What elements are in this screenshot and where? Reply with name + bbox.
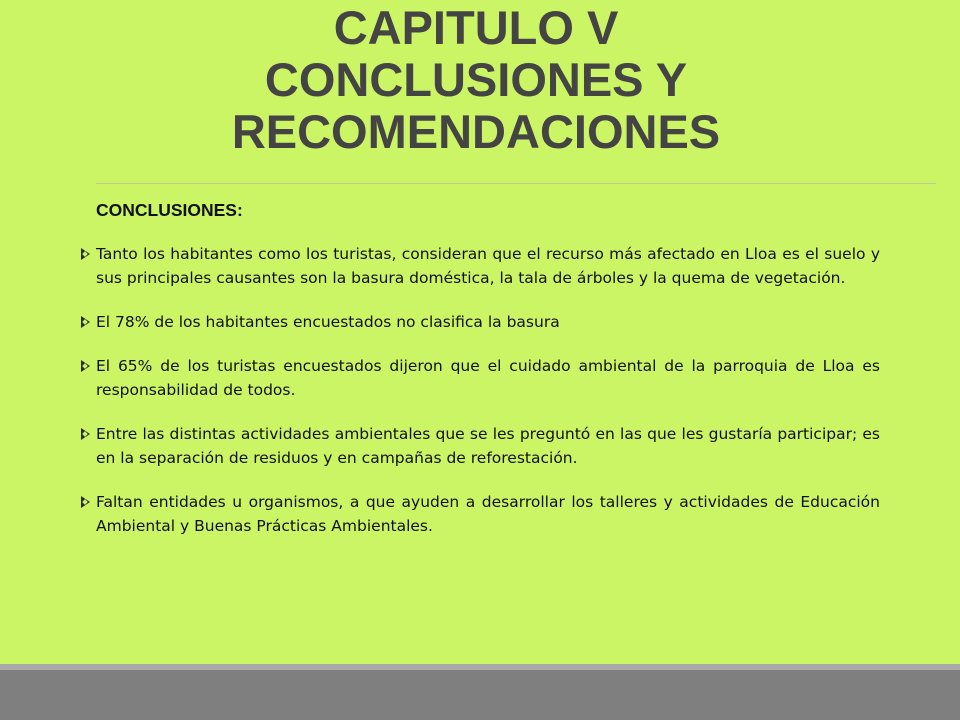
bullet-text: El 65% de los turistas encuestados dijeron que el cuidado ambiental de la parroquia de Lloa es responsabilidad de todos.	[96, 357, 880, 399]
slide-title	[0, 0, 960, 158]
bullet-text: Tanto los habitantes como los turistas, consideran que el recurso más afectado en Lloa es el suelo y sus principales causantes son la basura doméstica, la tala de árboles y la quema de vegetación.	[96, 245, 880, 287]
title-divider	[96, 183, 936, 184]
list-item	[96, 422, 880, 470]
list-item	[96, 310, 880, 334]
list-item	[96, 242, 880, 290]
title-line-chapter: CAPITULO V	[333, 1, 619, 54]
list-item	[96, 490, 880, 538]
conclusions-list	[96, 242, 880, 558]
list-item	[96, 354, 880, 402]
arrow-bullet-icon	[81, 428, 90, 440]
arrow-bullet-icon	[81, 360, 90, 372]
bullet-text: El 78% de los habitantes encuestados no clasifica la basura	[96, 313, 560, 331]
arrow-bullet-icon	[81, 496, 90, 508]
title-line-recommendations: RECOMENDACIONES	[231, 105, 721, 158]
bullet-text: Entre las distintas actividades ambientales que se les preguntó en las que les gustaría participar; es en la separación de residuos y en campañas de reforestación.	[96, 425, 880, 467]
bullet-text: Faltan entidades u organismos, a que ayuden a desarrollar los talleres y actividades de Educación Ambiental y Buenas Prácticas Ambientales.	[96, 493, 880, 535]
footer-band	[0, 670, 960, 720]
section-heading: CONCLUSIONES:	[96, 200, 243, 220]
title-line-conclusions: CONCLUSIONES Y	[264, 53, 688, 106]
arrow-bullet-icon	[81, 316, 90, 328]
arrow-bullet-icon	[81, 248, 90, 260]
